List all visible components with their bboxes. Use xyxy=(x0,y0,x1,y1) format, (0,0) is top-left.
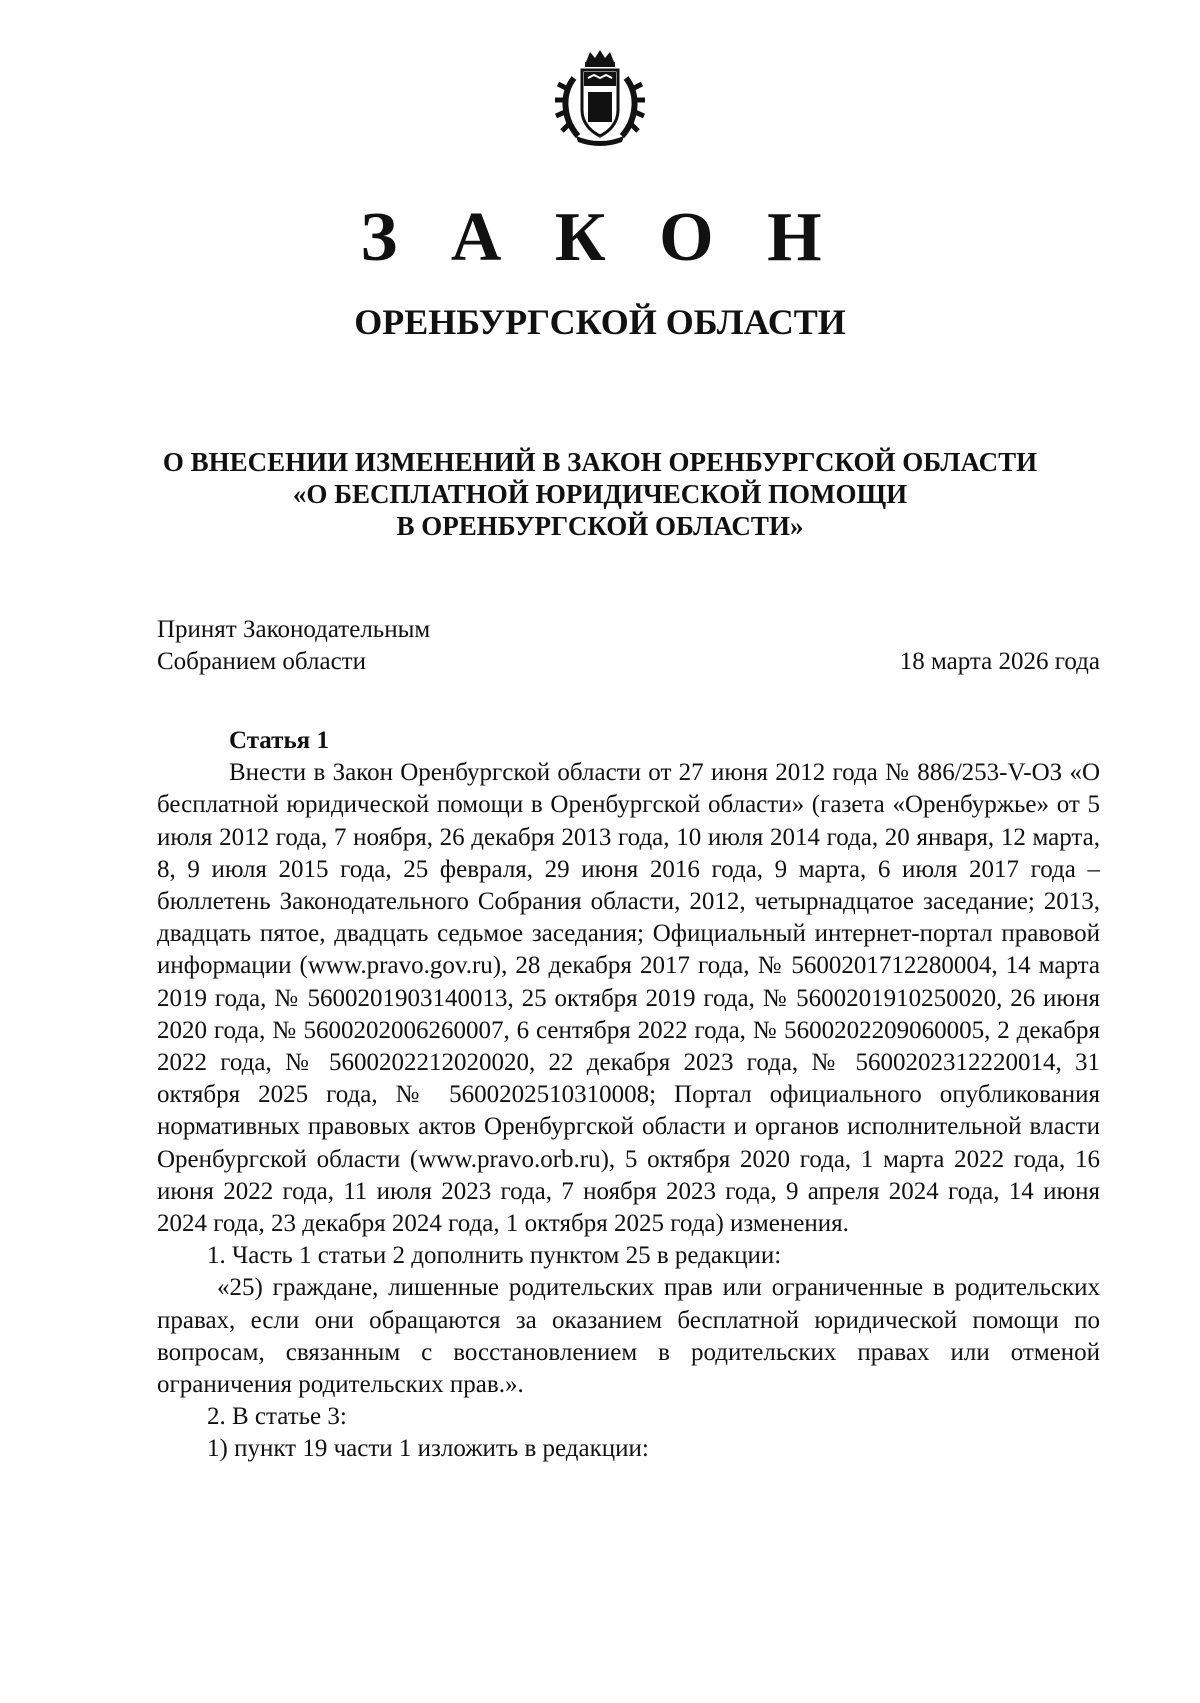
amendment-quote: «25) граждане, лишенные родительских прав или ограниченные в родительских правах, если они обращаются за оказанием бесплатной юридической помощи по вопросам, связанным с восстановлением в родительских правах или отменой ограничения родительских прав.». xyxy=(157,1274,1100,1399)
amendment-item: 1. Часть 1 статьи 2 дополнить пунктом 25 в редакции: xyxy=(207,1242,782,1270)
amendment-subitem: 1) пункт 19 части 1 изложить в редакции: xyxy=(207,1435,649,1463)
subject-line: «О БЕСПЛАТНОЙ ЮРИДИЧЕСКОЙ ПОМОЩИ xyxy=(292,479,908,509)
subject-line: О ВНЕСЕНИИ ИЗМЕНЕНИЙ В ЗАКОН ОРЕНБУРГСКОЙ ОБЛАСТИ xyxy=(162,447,1038,477)
adoption-line: Принят Законодательным xyxy=(157,616,431,643)
adoption-date: 18 марта 2026 года xyxy=(899,648,1100,675)
coat-of-arms-icon xyxy=(552,48,648,148)
adoption-line: Собранием области xyxy=(157,648,366,675)
law-body xyxy=(157,725,1100,1466)
adoption-note xyxy=(157,614,430,678)
article-heading: Статья 1 xyxy=(229,727,329,754)
region-title: ОРЕНБУРГСКОЙ ОБЛАСТИ xyxy=(354,302,846,342)
law-subject xyxy=(60,446,1140,542)
amendment-item: 2. В статье 3: xyxy=(207,1403,347,1431)
law-title: З А К О Н xyxy=(360,199,840,276)
subject-line: В ОРЕНБУРГСКОЙ ОБЛАСТИ» xyxy=(396,511,804,541)
article-intro-paragraph: Внести в Закон Оренбургской области от 27 июня 2012 года № 886/253-V-ОЗ «О бесплатной юридической помощи в Оренбургской области» (газета «Оренбуржье» от 5 июля 2012 года, 7 ноября, 26 декабря 2013 года, 10 июля 2014 года, 20 января, 12 марта, 8, 9 июля 2015 года, 25 февраля, 29 июня 2016 года, 9 марта, 6 июля 2017 года – бюллетень Законодательного Собрания области, 2012, четырнадцатое заседание; 2013, двадцать пятое, двадцать седьмое заседания; Официальный интернет-портал правовой информации (www.pravo.gov.ru), 28 декабря 2017 года, № 5600201712280004, 14 марта 2019 года, № 5600201903140013, 25 октября 2019 года, № 5600201910250020, 26 июня 2020 года, № 5600202006260007, 6 сентября 2022 года, № 5600202209060005, 2 декабря 2022 года, № 5600202212020020, 22 декабря 2023 года, № 5600202312220014, 31 октября 2025 года, № 5600202510310008; Портал официального опубликования нормативных правовых актов Оренбургской области и органов исполнительной власти Оренбургской области (www.pravo.orb.ru), 5 октября 2020 года, 1 марта 2022 года, 16 июня 2022 года, 11 июля 2023 года, 7 ноября 2023 года, 9 апреля 2024 года, 14 июня 2024 года, 23 декабря 2024 года, 1 октября 2025 года) изменения. xyxy=(157,759,1100,1238)
